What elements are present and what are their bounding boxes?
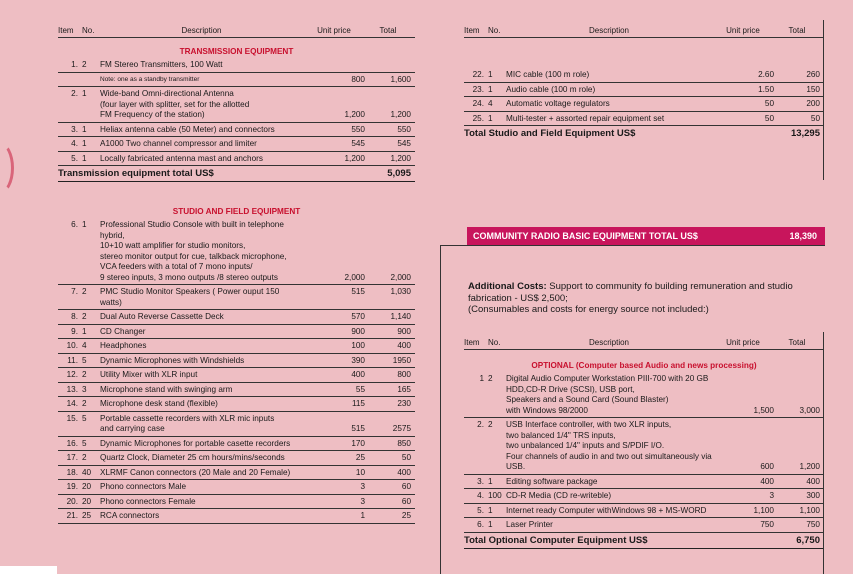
description-line: 10+10 watt amplifier for studio monitors, [100,241,246,250]
row-unit-price: 170 [351,438,365,448]
additional-costs-heading: Additional Costs: [468,281,547,292]
row-description [504,85,712,96]
table-row [58,412,415,437]
row-no: 3 [82,384,87,394]
row-item: 5. [71,153,78,163]
description-line: RCA connectors [100,511,160,520]
row-item: 12. [66,370,78,379]
row-no: 2 [82,399,87,408]
description-line: CD Changer [100,326,146,336]
optional-table [464,332,824,549]
row-unit-price: 3 [769,491,774,500]
row-no: 2 [82,312,87,321]
table-row [58,73,415,88]
row-description [98,399,303,410]
row-total: 1,200 [390,153,411,163]
row-total: 400 [397,467,411,477]
row-unit-price: 900 [351,326,365,336]
description-line: XLRMF Canon connectors (20 Male and 20 Female) [100,467,291,477]
description-line: CD-R Media (CD re-writeble) [506,491,612,500]
grand-total-label: COMMUNITY RADIO BASIC EQUIPMENT TOTAL US$ [473,231,698,241]
header-no: No. [488,26,501,35]
description-line: Phono connectors Male [100,482,187,491]
row-description [98,139,303,150]
description-line: Wide-band Omni-directional Antenna [100,89,234,98]
row-unit-price: 50 [764,113,774,123]
row-item: 24. [472,99,484,108]
row-total: 150 [806,84,820,94]
row-unit-price: 515 [351,424,365,433]
header-no: No. [488,338,501,347]
row-total: 60 [401,482,411,491]
row-unit-price: 1 [360,511,365,520]
right-border-line [823,20,824,180]
table-row [58,354,415,369]
table-row [464,97,824,112]
row-total: 200 [806,99,820,108]
header-item: Item [464,338,480,347]
row-description [98,497,303,508]
row-no: 4 [82,341,87,350]
header-description: Description [588,338,629,347]
row-unit-price: 750 [760,520,774,529]
row-no: 1 [82,153,87,163]
row-no: 2 [82,60,87,69]
transmission-total-label: Transmission equipment total US$ [58,168,214,179]
table-row [58,397,415,412]
row-description [98,356,303,367]
description-line: Phono connectors Female [100,496,196,506]
optional-total-label: Total Optional Computer Equipment US$ [464,534,648,546]
divider-line [440,245,441,574]
table-row [58,495,415,510]
decorative-arc [0,142,14,194]
row-no: 2 [488,374,493,383]
table-row [58,509,415,524]
row-description [504,520,712,531]
description-line: Quartz Clock, Diameter 25 cm hours/mins/seconds [100,453,285,462]
row-description [98,312,303,323]
studio-rows [58,218,415,524]
description-line: Utility Mixer with XLR input [100,370,198,379]
description-line: Automatic voltage regulators [506,99,610,108]
description-line: Dynamic Microphones with Windshields [100,355,245,365]
row-item: 14. [66,399,78,408]
row-no: 1 [82,139,87,148]
studio-total-label: Total Studio and Field Equipment US$ [464,128,636,139]
header-total: Total [788,26,806,35]
row-no: 5 [82,355,87,365]
row-description [504,99,712,110]
row-unit-price: 515 [351,287,365,296]
header-unit-price: Unit price [726,26,760,35]
row-item: 17. [66,453,78,462]
row-unit-price: 3 [360,482,365,491]
header-description: Description [588,26,629,35]
row-item: 18. [66,467,78,477]
table-row [58,310,415,325]
row-unit-price: 545 [351,139,365,148]
additional-costs-text: Support to community fo building remuneration and studio fabrication - US$ 2,500; [468,281,793,304]
row-item: 2. [477,420,484,429]
right-table-header [464,20,824,38]
description-line: 9 stereo inputs, 3 mono outputs /8 stereo outputs [100,272,278,282]
left-table [58,20,415,524]
table-row [58,58,415,73]
row-no: 1 [82,89,87,98]
description-line: Headphones [100,341,147,350]
row-unit-price: 100 [351,341,365,350]
row-description [504,477,712,488]
row-total: 2,000 [390,272,411,282]
row-total: 545 [397,139,411,148]
row-description [98,287,303,308]
row-unit-price: 1,200 [344,153,365,163]
table-row [464,68,824,83]
table-row [58,437,415,452]
description-line: Digital Audio Computer Workstation PIII-700 with 20 GB [506,374,709,383]
row-no: 1 [488,84,493,94]
studio-continued-rows [464,68,824,126]
row-total: 1,600 [390,74,411,84]
description-line: Portable cassette recorders with XLR mic inputs [100,413,275,423]
table-row [58,87,415,123]
row-unit-price [303,60,365,71]
row-no: 2 [488,420,493,429]
left-table-header [58,20,415,38]
row-description [98,60,303,71]
description-line: MIC cable (100 m role) [506,70,590,79]
row-no: 5 [82,438,87,448]
row-item: 1. [71,60,78,69]
row-unit-price: 600 [760,462,774,471]
row-total: 1,200 [390,110,411,119]
table-row [58,451,415,466]
row-description [98,327,303,338]
description-line: two balanced 1/4" TRS inputs, [506,430,616,440]
row-item: 15. [66,413,78,423]
row-description [98,385,303,396]
row-description [98,439,303,450]
description-line: Four channels of audio in and two out simultaneously via USB. [506,451,712,471]
row-unit-price: 1,100 [753,505,774,515]
table-row [464,489,824,504]
row-description [98,125,303,136]
row-unit-price: 55 [355,384,365,394]
grand-total-banner [467,227,825,245]
row-item: 1 [479,374,484,383]
description-line: HDD,CD-R Drive (SCSI), USB port, [506,384,635,394]
row-total: 800 [397,370,411,379]
optional-rows [464,372,824,533]
header-no: No. [82,26,95,35]
grand-total-value: 18,390 [789,231,817,241]
row-item: 6. [71,220,78,229]
row-description [98,414,303,435]
row-no: 40 [82,467,92,477]
row-item: 7. [71,287,78,296]
description-line: with Windows 98/2000 [506,405,588,415]
description-line: A1000 Two channel compressor and limiter [100,139,257,148]
row-unit-price: 1,500 [753,405,774,415]
row-description [98,453,303,464]
row-no: 25 [82,511,92,520]
row-no: 4 [488,99,493,108]
row-item: 19. [66,482,78,491]
table-row [58,152,415,167]
header-item: Item [464,26,480,35]
row-item: 23. [472,84,484,94]
row-no: 5 [82,413,87,423]
description-line: Laser Printer [506,520,553,529]
studio-total-value: 13,295 [790,128,820,139]
row-unit-price: 1,200 [344,110,365,119]
row-no [82,75,98,86]
row-total: 2575 [392,424,411,433]
header-unit-price: Unit price [317,26,351,35]
description-line: Dual Auto Reverse Cassette Deck [100,312,224,321]
description-line: Locally fabricated antenna mast and anchors [100,153,263,163]
row-total: 1950 [392,355,411,365]
row-description [504,420,712,473]
optional-table-header [464,332,824,350]
row-no: 1 [488,113,493,123]
row-no: 1 [82,326,87,336]
row-item: 10. [66,341,78,350]
row-unit-price: 800 [351,74,365,84]
row-total: 400 [806,476,820,486]
table-row [464,372,824,418]
row-no: 20 [82,482,92,491]
transmission-section-title: TRANSMISSION EQUIPMENT [179,47,294,56]
row-no: 1 [488,505,493,515]
header-description: Description [181,26,222,35]
row-unit-price: 400 [760,476,774,486]
table-row [464,475,824,490]
row-unit-price: 2.60 [758,70,774,79]
row-description [98,154,303,165]
description-line: Note: one as a standby transmitter [100,75,200,83]
row-total: 1,030 [390,287,411,296]
description-line: stereo monitor output for cue, talkback microphone, [100,251,287,261]
right-table [464,20,824,141]
description-line: USB Interface controller, with two XLR inputs, [506,420,672,429]
description-line: FM Stereo Transmitters, 100 Watt [100,60,223,69]
row-no: 1 [488,476,493,486]
description-line: two unbalanced 1/4" inputs and S/PDIF I/O. [506,441,665,450]
description-line: Microphone desk stand (flexible) [100,399,218,408]
row-total: 850 [397,438,411,448]
optional-total-row [464,533,824,549]
transmission-total-value: 5,095 [387,168,411,179]
table-row [58,123,415,138]
description-line: Professional Studio Console with built in telephone hybrid, [100,220,284,240]
description-line: Audio cable (100 m role) [506,84,596,94]
optional-section-title: OPTIONAL (Computer based Audio and news processing) [531,361,757,370]
transmission-rows [58,58,415,166]
table-row [58,218,415,285]
row-total: 1,100 [799,505,820,515]
table-row [464,83,824,98]
table-row [464,112,824,127]
row-item [58,75,82,86]
row-no: 100 [488,491,502,500]
row-total: 3,000 [799,405,820,415]
additional-costs [468,281,828,316]
description-line: and carrying case [100,424,165,433]
row-description [98,75,303,86]
row-item: 6. [477,520,484,529]
row-total: 300 [806,491,820,500]
row-description [98,341,303,352]
footer-strip [0,566,57,574]
row-description [98,511,303,522]
row-item: 9. [71,326,78,336]
row-total: 1,200 [799,462,820,471]
row-unit-price: 25 [355,453,365,462]
row-total: 1,140 [390,312,411,321]
row-description [504,506,712,517]
row-description [98,482,303,493]
description-line: VCA feeders with a total of 7 mono inputs/ [100,262,253,271]
row-unit-price: 1.50 [758,84,774,94]
row-no: 1 [82,220,87,229]
description-line: (four layer with splitter, set for the allotted [100,99,250,109]
row-item: 22. [472,70,484,79]
description-line: Internet ready Computer withWindows 98 + MS-WORD [506,505,707,515]
row-item: 13. [66,384,78,394]
row-no: 1 [82,124,87,134]
table-row [58,137,415,152]
row-description [504,491,712,502]
table-row [58,383,415,398]
table-row [464,518,824,533]
description-line: FM Frequency of the station) [100,110,205,119]
row-no: 2 [82,370,87,379]
table-row [58,285,415,310]
row-item: 11. [67,355,78,365]
row-no: 20 [82,496,92,506]
row-unit-price: 50 [764,99,774,108]
row-unit-price: 400 [351,370,365,379]
header-total: Total [379,26,397,35]
table-row [464,418,824,475]
studio-section-title: STUDIO AND FIELD EQUIPMENT [172,207,301,216]
studio-total-row [464,126,824,141]
row-unit-price: 3 [360,496,365,506]
row-total: 900 [397,326,411,336]
row-unit-price: 115 [351,399,365,408]
row-total: 50 [810,113,820,123]
row-total: 750 [806,520,820,529]
description-line: Multi-tester + assorted repair equipment set [506,113,665,123]
row-item: 4. [477,491,484,500]
optional-right-border [823,332,824,574]
row-total: 50 [401,453,411,462]
row-no: 1 [488,70,493,79]
row-item: 21. [66,511,78,520]
row-item: 25. [472,113,484,123]
row-description [98,468,303,479]
row-description [504,114,712,125]
row-description [98,89,303,121]
description-line: PMC Studio Monitor Speakers ( Power ouput 150 watts) [100,287,280,307]
row-unit-price: 570 [351,312,365,321]
header-item: Item [58,26,74,35]
row-item: 5. [477,505,484,515]
row-no: 1 [488,520,493,529]
row-total: 25 [401,511,411,520]
table-row [58,466,415,481]
table-row [464,504,824,519]
row-item: 3. [477,476,484,486]
row-total: 165 [397,384,411,394]
row-total: 260 [806,70,820,79]
row-item: 20. [66,496,78,506]
row-item: 8. [71,312,78,321]
description-line: Microphone stand with swinging arm [100,384,233,394]
additional-costs-note: (Consumables and costs for energy source not included:) [468,304,709,315]
row-no: 2 [82,453,87,462]
header-unit-price: Unit price [726,338,760,347]
table-row [58,480,415,495]
row-description [504,374,712,416]
table-row [58,325,415,340]
transmission-total-row [58,166,415,182]
header-total: Total [788,338,806,347]
description-line: Speakers and a Sound Card (Sound Blaster) [506,395,669,404]
row-unit-price: 10 [355,467,365,477]
row-item: 16. [66,438,78,448]
row-total: 400 [397,341,411,350]
row-total: 60 [401,496,411,506]
description-line: Editing software package [506,476,598,486]
row-unit-price: 390 [351,355,365,365]
row-unit-price: 2,000 [344,272,365,282]
row-total: 230 [397,399,411,408]
row-total [365,60,415,71]
row-no: 2 [82,287,87,296]
row-description [98,220,303,283]
description-line: Heliax antenna cable (50 Meter) and connectors [100,124,275,134]
optional-total-value: 6,750 [796,534,820,546]
table-row [58,339,415,354]
row-item: 2. [71,89,78,98]
row-description [98,370,303,381]
description-line: Dynamic Microphones for portable casette recorders [100,438,291,448]
row-item: 3. [71,124,78,134]
table-row [58,368,415,383]
row-description [504,70,712,81]
row-unit-price: 550 [351,124,365,134]
banner-underline [440,245,825,246]
row-item: 4. [71,139,78,148]
row-total: 550 [397,124,411,134]
